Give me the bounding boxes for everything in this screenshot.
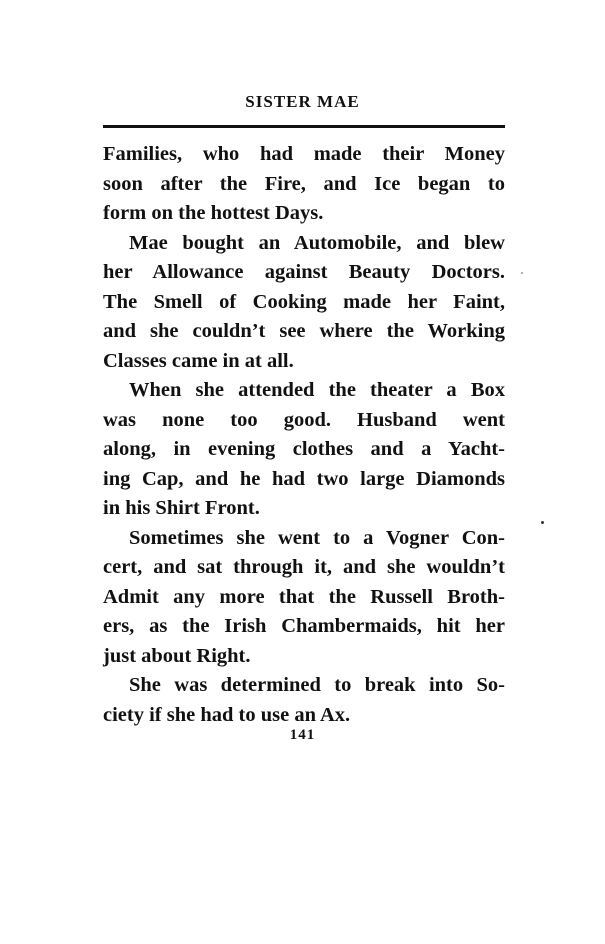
print-speck — [541, 521, 544, 524]
text-line: along, in evening clothes and a Yacht- — [103, 438, 505, 460]
text-line: Classes came in at all. — [103, 349, 294, 372]
text-line: Sometimes she went to a Vogner Con- — [129, 526, 505, 549]
text-line: Families, who had made their Money — [103, 143, 505, 165]
text-line: When she attended the theater a Box — [129, 379, 505, 401]
text-line: She was determined to break into So- — [129, 674, 505, 696]
running-head: SISTER MAE — [245, 92, 360, 111]
text-line: just about Right. — [103, 644, 251, 667]
text-line: Mae bought an Automobile, and blew — [129, 231, 505, 254]
print-speck — [521, 272, 523, 274]
text-line: was none too good. Husband went — [103, 408, 505, 431]
text-line: Admit any more that the Russell Broth- — [103, 585, 505, 608]
text-line: form on the hottest Days. — [103, 202, 324, 224]
page-number: 141 — [289, 727, 316, 743]
header-rule — [103, 125, 505, 128]
text-line: soon after the Fire, and Ice began to — [103, 172, 505, 195]
text-line: her Allowance against Beauty Doctors. — [103, 261, 505, 283]
text-line: The Smell of Cooking made her Faint, — [103, 290, 505, 313]
text-line: in his Shirt Front. — [103, 497, 260, 519]
text-line: and she couldn’t see where the Working — [103, 320, 505, 342]
text-line: cert, and sat through it, and she wouldn’t — [103, 556, 505, 578]
text-line: ing Cap, and he had two large Diamonds — [103, 467, 505, 490]
text-line: ers, as the Irish Chambermaids, hit her — [103, 615, 505, 637]
body-text — [103, 140, 505, 730]
text-line: ciety if she had to use an Ax. — [103, 703, 351, 726]
